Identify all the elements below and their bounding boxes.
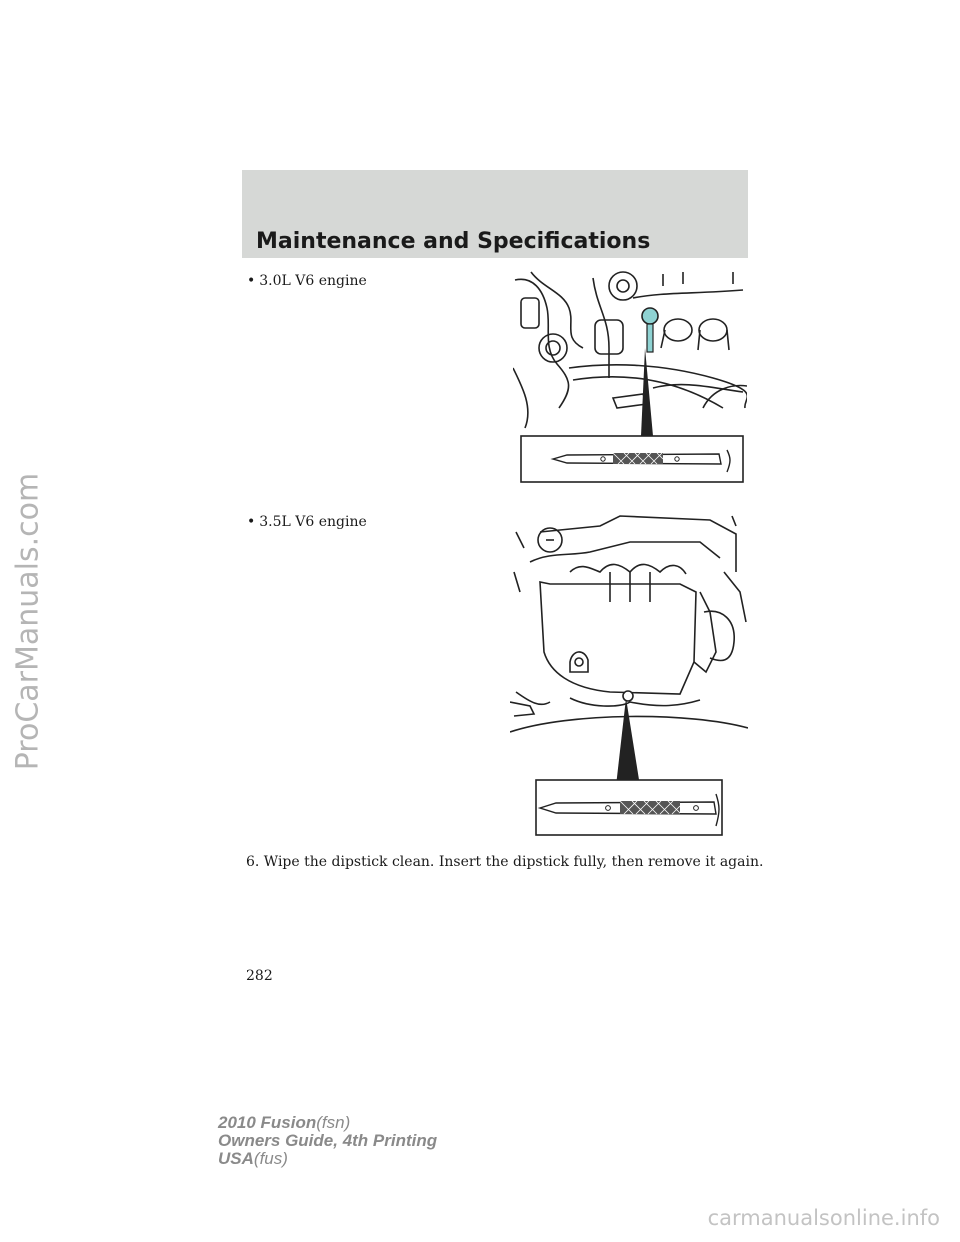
dipstick-inset xyxy=(536,780,722,835)
section-title: Maintenance and Specifications xyxy=(256,229,651,254)
dipstick-pointer xyxy=(616,698,640,786)
bullet-item-3-5l xyxy=(247,514,367,530)
step-6-instruction: 6. Wipe the dipstick clean. Insert the dipstick fully, then remove it again. xyxy=(246,854,764,870)
section-header xyxy=(242,170,748,258)
footer-edition xyxy=(218,1114,437,1168)
footer-line-3: USA(fus) xyxy=(218,1149,288,1168)
footer-line-2: Owners Guide, 4th Printing xyxy=(218,1131,438,1150)
figure-3-5l-engine xyxy=(510,512,744,840)
page-number: 282 xyxy=(246,968,273,984)
footer-line-1: 2010 Fusion(fsn) xyxy=(218,1113,351,1132)
engine-3-0l-lines xyxy=(513,272,747,428)
engine-3-5l-illustration xyxy=(510,512,748,840)
bullet-text: 3.5L V6 engine xyxy=(259,514,367,530)
bullet-item-3-0l xyxy=(247,273,367,289)
bottom-watermark: carmanualsonline.info xyxy=(707,1206,940,1230)
dipstick-inset xyxy=(521,436,743,482)
figure-3-0l-engine xyxy=(513,268,747,486)
engine-3-0l-illustration xyxy=(513,268,747,486)
dipstick-pointer xyxy=(641,348,653,436)
bullet-marker: • xyxy=(247,514,256,530)
bullet-text: 3.0L V6 engine xyxy=(259,273,367,289)
dipstick-tube-highlight xyxy=(647,324,653,352)
bullet-marker: • xyxy=(247,273,256,289)
dipstick-handle xyxy=(623,691,633,701)
side-watermark: ProCarManuals.com xyxy=(10,472,46,770)
dipstick-handle-highlight xyxy=(642,308,658,324)
